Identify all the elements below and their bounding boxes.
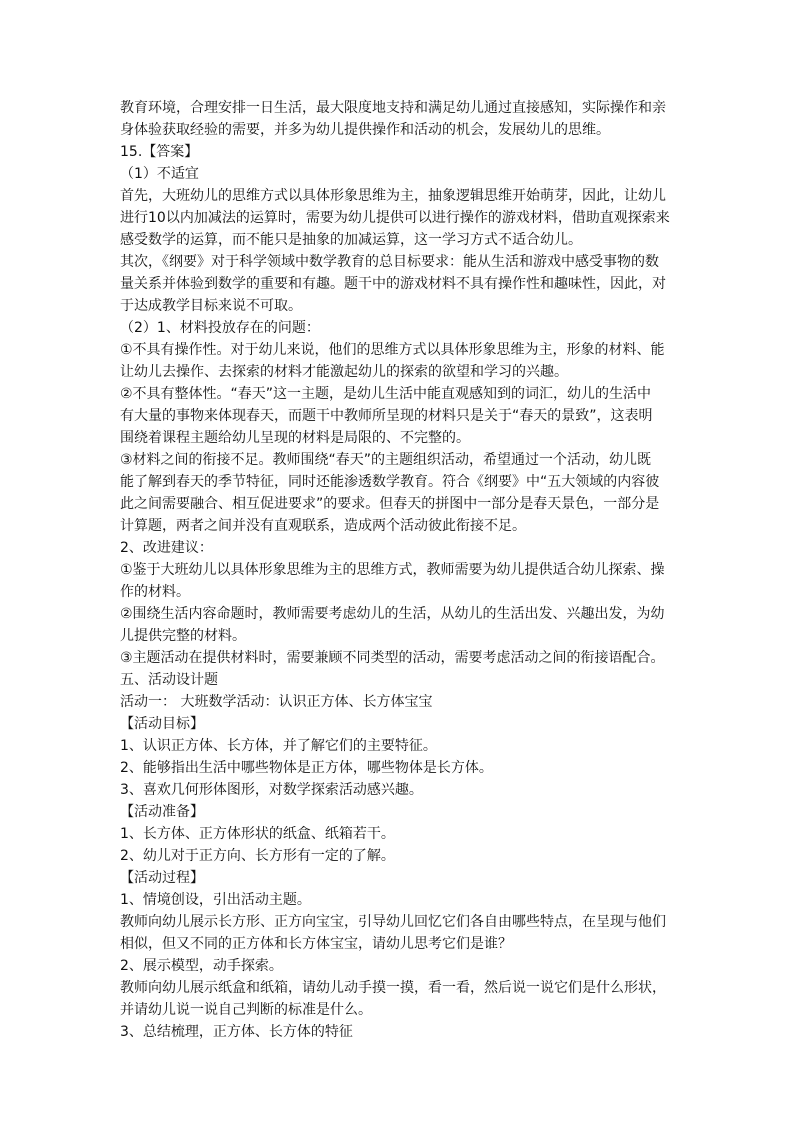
- text-line: 3、总结梳理，正方体、长方体的特征: [120, 1024, 353, 1040]
- text-line: 有大量的事物来体现春天，而题干中教师所呈现的材料只是关于“春天的景致”，这表明: [120, 408, 653, 424]
- text-line: 首先，大班幼儿的思维方式以具体形象思维为主，抽象逻辑思维开始萌芽，因此，让幼儿: [120, 188, 666, 204]
- text-line: 作的材料。: [120, 584, 190, 600]
- text-line: 其次，《纲要》对于科学领域中数学教育的总目标要求：能从生活和游戏中感受事物的数: [120, 254, 659, 270]
- text-line: 量关系并体验到数学的重要和有趣。题干中的游戏材料不具有操作性和趣味性，因此，对: [120, 276, 666, 292]
- text-line: 此之间需要融合、相互促进要求”的要求。但春天的拼图中一部分是春天景色，一部分是: [120, 496, 660, 512]
- text-line: ③材料之间的衔接不足。教师围绕“春天”的主题组织活动，希望通过一个活动，幼儿既: [120, 452, 652, 468]
- text-line: （2）1、材料投放存在的问题：: [120, 320, 320, 336]
- text-line: ③主题活动在提供材料时，需要兼顾不同类型的活动，需要考虑活动之间的衔接语配合。: [120, 650, 665, 666]
- text-line: 2、改进建议：: [120, 540, 213, 556]
- subsection-heading: 【活动准备】: [120, 804, 204, 820]
- text-line: 2、幼儿对于正方向、长方形有一定的了解。: [120, 848, 395, 864]
- text-line: 让幼儿去操作、去探索的材料才能激起幼儿的探索的欲望和学习的兴趣。: [120, 364, 568, 380]
- text-line: ②围绕生活内容命题时，教师需要考虑幼儿的生活，从幼儿的生活出发、兴趣出发，为幼: [120, 606, 665, 622]
- text-line: （1）不适宜: [120, 166, 199, 182]
- text-line: 教师向幼儿展示纸盒和纸箱，请幼儿动手摸一摸，看一看，然后说一说它们是什么形状，: [120, 980, 666, 996]
- text-line: 1、认识正方体、长方体，并了解它们的主要特征。: [120, 738, 437, 754]
- text-line: 计算题，两者之间并没有直观联系，造成两个活动彼此衔接不足。: [120, 518, 526, 534]
- text-line: 儿提供完整的材料。: [120, 628, 246, 644]
- text-line: 进行10以内加减法的运算时，需要为幼儿提供可以进行操作的游戏材料，借助直观探索来: [120, 210, 670, 226]
- activity-title: 活动一： 大班数学活动：认识正方体、长方体宝宝: [120, 694, 433, 710]
- text-line: 2、能够指出生活中哪些物体是正方体，哪些物体是长方体。: [120, 760, 493, 776]
- text-line: 3、喜欢几何形体图形，对数学探索活动感兴趣。: [120, 782, 423, 798]
- text-line: 教师向幼儿展示长方形、正方向宝宝，引导幼儿回忆它们各自由哪些特点，在呈现与他们: [120, 914, 666, 930]
- text-line: 相似，但又不同的正方体和长方体宝宝，请幼儿思考它们是谁？: [120, 936, 512, 952]
- text-line: 感受数学的运算，而不能只是抽象的加减运算，这一学习方式不适合幼儿。: [120, 232, 582, 248]
- text-line: ②不具有整体性。“春天”这一主题，是幼儿生活中能直观感知到的词汇，幼儿的生活中: [120, 386, 652, 402]
- text-line: 身体验获取经验的需要，并多为幼儿提供操作和活动的机会，发展幼儿的思维。: [120, 122, 610, 138]
- section-heading: 五、活动设计题: [120, 672, 218, 688]
- text-line: 教育环境，合理安排一日生活，最大限度地支持和满足幼儿通过直接感知，实际操作和亲: [120, 100, 666, 116]
- text-line: 能了解到春天的季节特征，同时还能渗透数学教育。符合《纲要》中“五大领域的内容彼: [120, 474, 660, 490]
- text-line: ①不具有操作性。对于幼儿来说，他们的思维方式以具体形象思维为主，形象的材料、能: [120, 342, 665, 358]
- text-line: 并请幼儿说一说自己判断的标准是什么。: [120, 1002, 372, 1018]
- text-line: 围绕着课程主题给幼儿呈现的材料是局限的、不完整的。: [120, 430, 470, 446]
- answer-heading: 15.【答案】: [120, 144, 199, 160]
- text-line: 1、长方体、正方体形状的纸盒、纸箱若干。: [120, 826, 395, 842]
- subsection-heading: 【活动目标】: [120, 716, 204, 732]
- text-line: 于达成教学目标来说不可取。: [120, 298, 302, 314]
- text-line: 2、展示模型，动手探索。: [120, 958, 283, 974]
- text-line: 1、情境创设，引出活动主题。: [120, 892, 311, 908]
- subsection-heading: 【活动过程】: [120, 870, 204, 886]
- text-line: ①鉴于大班幼儿以具体形象思维为主的思维方式，教师需要为幼儿提供适合幼儿探索、操: [120, 562, 665, 578]
